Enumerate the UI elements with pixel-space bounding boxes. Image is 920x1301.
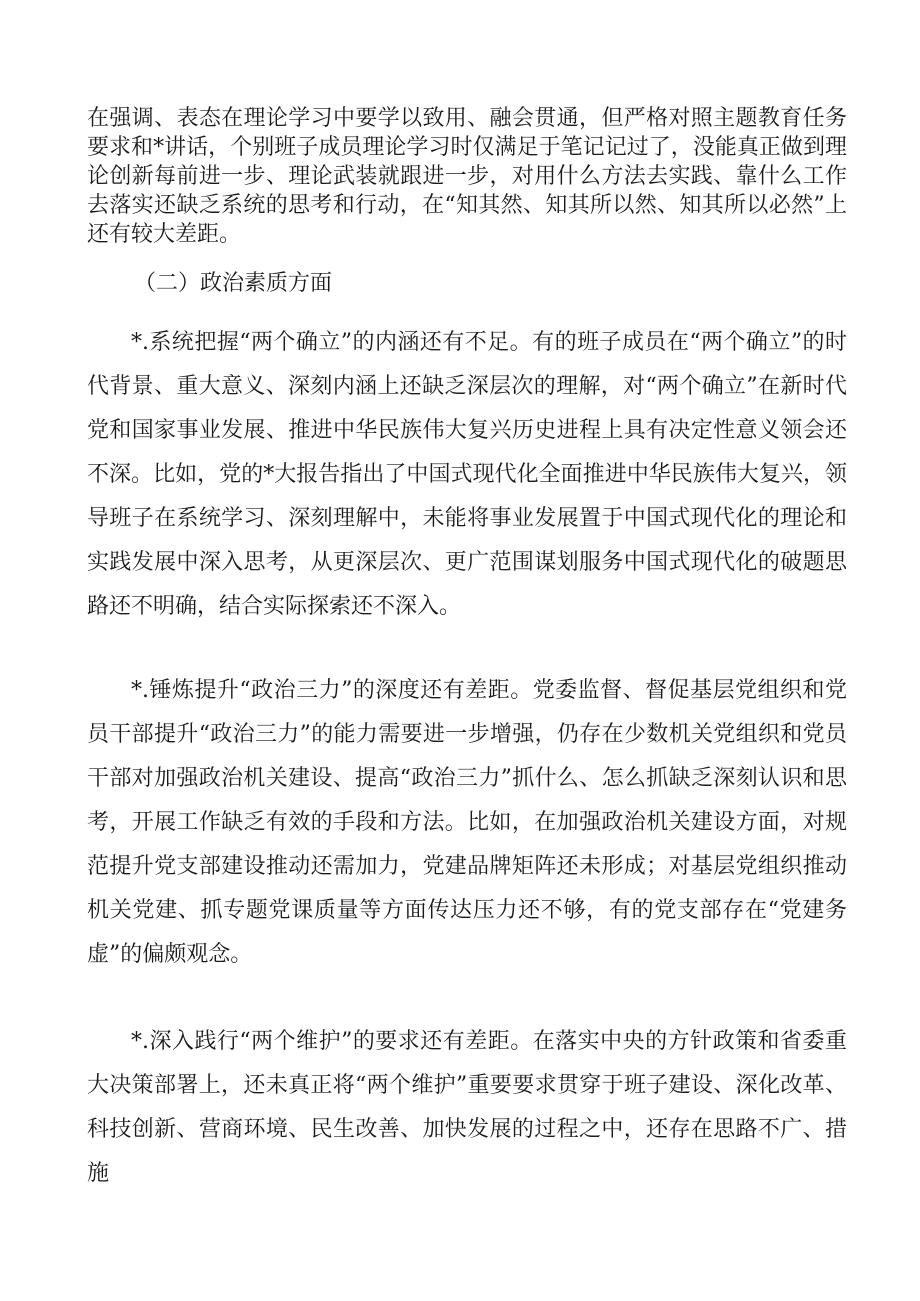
- section-heading: （二）政治素质方面: [134, 271, 333, 296]
- paragraph-two-safeguards: *.深入践行“两个维护”的要求还有差距。在落实中央的方针政策和省委重大决策部署上，还未真正将“两个维护”重要要求贯穿于班子建设、深化改革、科技创新、营商环境、民生改善、加快发展的过程之中，还存在思路不广、措施: [87, 1029, 847, 1186]
- paragraph-political-abilities: *.锤炼提升“政治三力”的深度还有差距。党委监督、督促基层党组织和党员干部提升“政治三力”的能力需要进一步增强，仍存在少数机关党组织和党员干部对加强政治机关建设、提高“政治三力”抓什么、怎么抓缺乏深刻认识和思考，开展工作缺乏有效的手段和方法。比如，在加强政治机关建设方面，对规范提升党支部建设推动还需加力，党建品牌矩阵还未形成；对基层党组织推动机关党建、抓专题党课质量等方面传达压力还不够，有的党支部存在“党建务虚”的偏颇观念。: [87, 678, 847, 967]
- paragraph-two-establishments: *.系统把握“两个确立”的内涵还有不足。有的班子成员在“两个确立”的时代背景、重大意义、深刻内涵上还缺乏深层次的理解，对“两个确立”在新时代党和国家事业发展、推进中华民族伟大复兴历史进程上具有决定性意义领会还不深。比如，党的*大报告指出了中国式现代化全面推进中华民族伟大复兴，领导班子在系统学习、深刻理解中，未能将事业发展置于中国式现代化的理论和实践发展中深入思考，从更深层次、更广范围谋划服务中国式现代化的破题思路还不明确，结合实际探索还不深入。: [87, 330, 847, 619]
- paragraph-continued: 在强调、表态在理论学习中要学以致用、融会贯通，但严格对照主题教育任务要求和*讲话，个别班子成员理论学习时仅满足于笔记记过了，没能真正做到理论创新每前进一步、理论武装就跟进一步，对用什么方法去实践、靠什么工作去落实还缺乏系统的思考和行动，在“知其然、知其所以然、知其所以必然”上还有较大差距。: [87, 106, 847, 247]
